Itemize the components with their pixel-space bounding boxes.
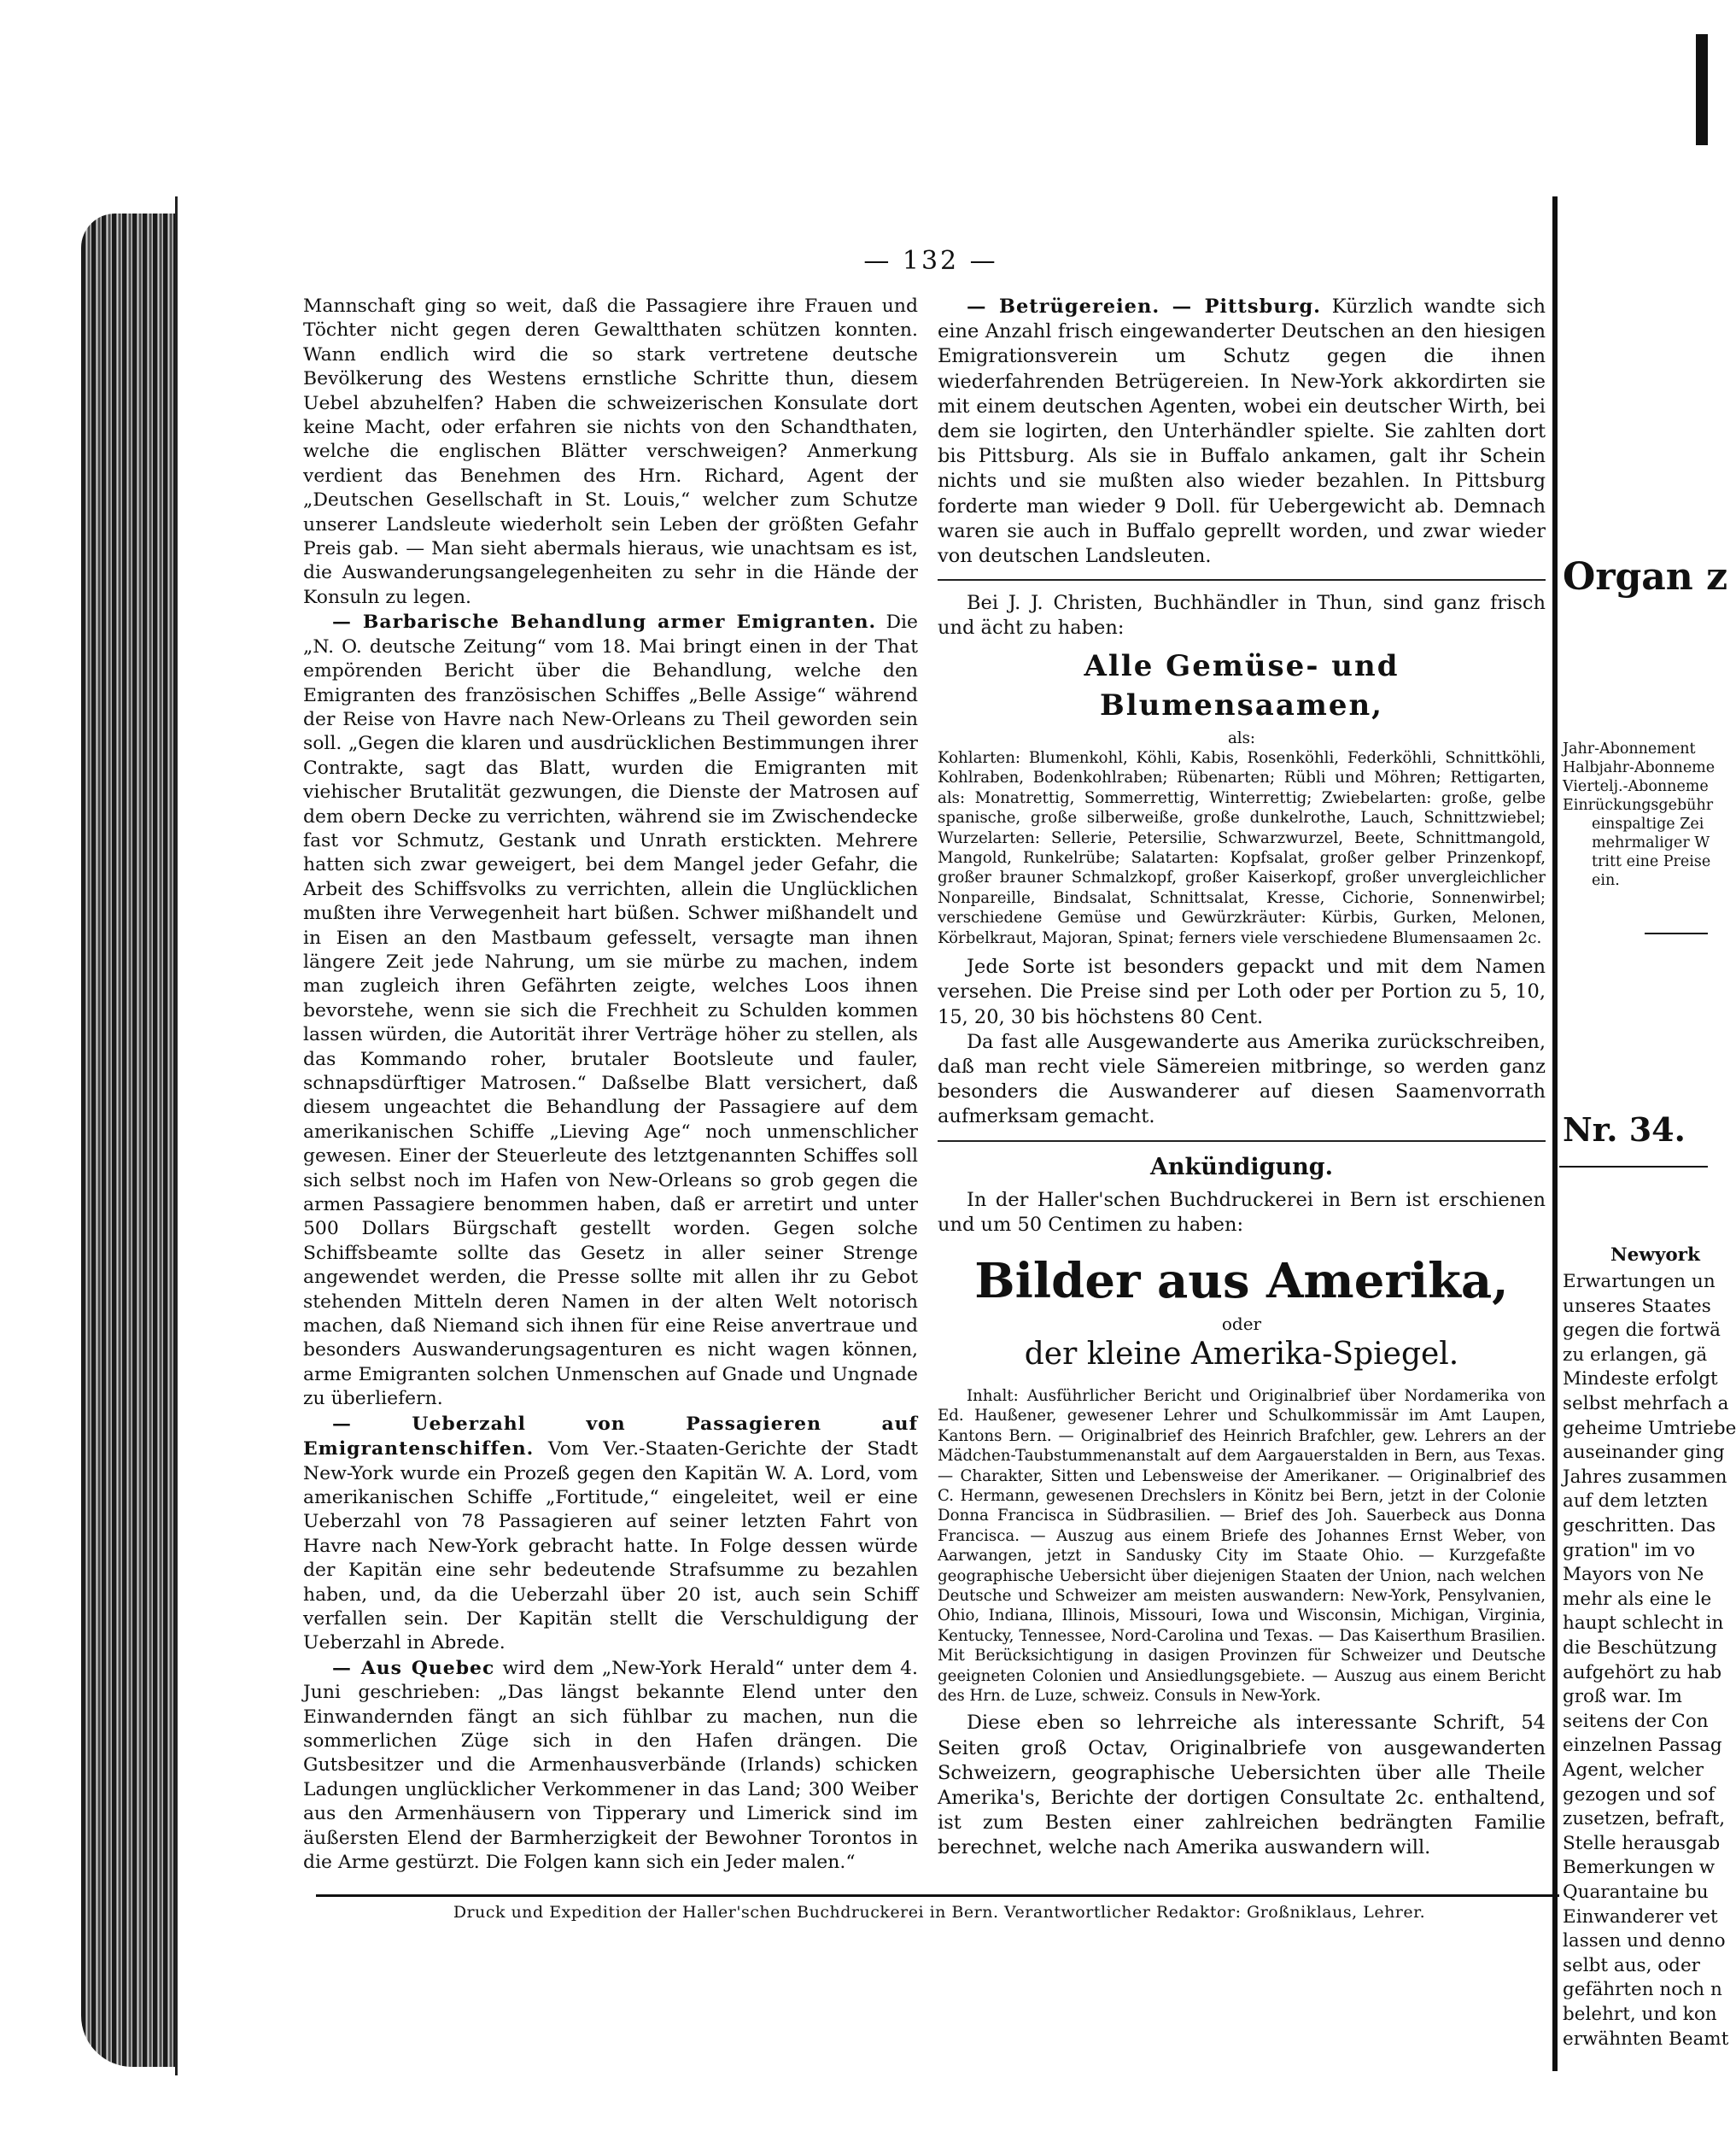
footer-rule bbox=[316, 1894, 1563, 1897]
ad-paragraph: Diese eben so lehrreiche als interessante Schrift, 54 Seiten groß Octav, Originalbriefe von ausgewanderten Schweizern, geographische Uebersichten über alle Theile Amerika's, Berichte der dortigen Consultate 2c. enthaltend, ist zum Besten einer zahlreichen bedrängten Familie berechnet, welche nach Amerika auswandern will. bbox=[938, 1712, 1546, 1859]
article-headline: — Betrügereien. — Pittsburg. bbox=[967, 296, 1322, 318]
subscription-line: ein. bbox=[1592, 872, 1620, 889]
article-headline: — Aus Quebec bbox=[332, 1656, 495, 1679]
divider bbox=[1645, 933, 1708, 934]
adjacent-article-line: geheime Umtriebe bbox=[1563, 1417, 1736, 1439]
adjacent-article-line: seitens der Con bbox=[1563, 1710, 1709, 1732]
seed-list: Kohlarten: Blumenkohl, Köhli, Kabis, Rosenköhli, Federköhli, Schnittköhli, Kohlraben, Bodenkohlraben; Rübenarten; Rübli und Möhren; Rettigarten, als: Monatrettig, Sommerrettig, Winterrettig; Zwiebelarten: große, gelbe spanische, große silberweiße, große dunkelrothe, Lauch, Schnittzwiebel; Wurzelarten: Sellerie, Petersilie, Schwarzwurzel, Beete, Schnittmangold, Mangold, Runkelrübe; Salatarten: Kopfsalat, großer gelber Prinzenkopf, großer brauner Schmalzkopf, großer Kaiserkopf, großer unvergleichlicher Nonpareille, Bindsalat, Schnittsalat, Kresse, Cichorie, Sonnenwirbel; verschiedene Gemüse und Gewürzkräuter: Kürbis, Gurken, Melonen, Körbelkraut, Majoran, Spinat; ferners viele verschiedene Blumensaamen 2c. bbox=[938, 749, 1546, 947]
adjacent-article-line: lassen und denno bbox=[1563, 1930, 1726, 1952]
article-paragraph bbox=[303, 610, 918, 1411]
article-body: wird dem „New-York Herald“ unter dem 4. Juni geschrieben: „Das längst bekannte Elend unter den Einwandernden fängt an sich fühlbar zu machen, nun die sommerlichen Züge sich in den Hafen drängen. Die Gutsbesitzer und die Armenhausverbände (Irlands) schicken Ladungen unglücklicher Verkommener in das Land; 300 Weiber aus den Armenhäusern von Tipperary und Limerick sind im äußersten Elend der Barmherzigkeit der Bewohner Torontos in die Arme gestürzt. Die Folgen kann sich ein Jeder malen.“ bbox=[303, 1657, 918, 1873]
adjacent-article-line: Mindeste erfolgt bbox=[1563, 1368, 1718, 1390]
subscription-line: mehrmaliger W bbox=[1592, 834, 1710, 852]
adjacent-article-line: einzelnen Passag bbox=[1563, 1735, 1722, 1757]
ad-als: als: bbox=[1227, 729, 1256, 747]
adjacent-page-title: Organ z bbox=[1563, 555, 1728, 599]
adjacent-article-line: Quarantaine bu bbox=[1563, 1882, 1709, 1903]
adjacent-article-line: haupt schlecht in bbox=[1563, 1612, 1724, 1635]
subscription-line: einspaltige Zei bbox=[1592, 816, 1704, 833]
book-contents: Inhalt: Ausführlicher Bericht und Originalbrief über Nordamerika von Ed. Haußener, gewesener Lehrer und Schulkommissär im Amt Laupen, Kantons Bern. — Originalbrief des Heinrich Brafchler, gew. Lehrers an der Mädchen-Taubstummenanstalt auf dem Aargauerstalden in Bern, aus Texas. — Charakter, Sitten und Lebensweise der Amerikaner. — Originalbrief des C. Hermann, gewesenen Drechslers in Könitz bei Bern, jetzt in der Colonie Donna Francisca in Südbrasilien. — Brief des Joh. Sauerbeck aus Donna Francisca. — Auszug aus einem Briefe des Johannes Ernst Weber, von Aarwangen, jetzt in Sandusky City im Staate Ohio. — Kurzgefaßte geographische Uebersicht über diejenigen Staaten der Union, nach welchen Deutsche und Schweizer am meisten auswandern: New-York, Pensylvanien, Ohio, Indiana, Illinois, Missouri, Iowa und Wisconsin, Michigan, Virginia, Kentucky, Tennessee, Nord-Carolina und Texas. — Das Kaiserthum Brasilien. Mit Berücksichtigung in dasigen Provinzen für Schweizer und Deutsche geeigneten Colonien und Ansiedlungsgebiete. — Auszug aus einem Bericht des Hrn. de Luze, schweiz. Consuls in New-York. bbox=[938, 1386, 1546, 1706]
page-gutter bbox=[1552, 196, 1558, 2071]
adjacent-article-line: gefährten noch n bbox=[1563, 1979, 1722, 2001]
divider bbox=[938, 1140, 1546, 1142]
adjacent-article-line: Bemerkungen w bbox=[1563, 1857, 1716, 1879]
article-body: Vom Ver.-Staaten-Gerichte der Stadt New-York wurde ein Prozeß gegen den Kapitän W. A. Lord, vom amerikanischen Schiffe „Fortitude,“ eingeleitet, weil er eine Ueberzahl von 78 Passagieren auf seiner letzten Fahrt von Havre nach New-York gebracht hatte. In Folge dessen würde der Kapitän eine sehr bedeutende Strafsumme zu bezahlen haben, und, da die Ueberzahl über 20 ist, auch sein Schiff verfallen sein. Der Kapitän stellt die Verschuldigung der Ueberzahl in Abrede. bbox=[303, 1438, 918, 1654]
adjacent-article-line: Mayors von Ne bbox=[1563, 1564, 1704, 1586]
subscription-line: tritt eine Preise bbox=[1592, 853, 1711, 870]
adjacent-article-line: gration" im vo bbox=[1563, 1539, 1696, 1561]
article-headline: — Ueberzahl von Passagieren auf Emigrantenschiffen. bbox=[303, 1412, 918, 1460]
adjacent-article-line: erwähnten Beamt bbox=[1563, 2028, 1729, 2050]
adjacent-article-line: Stelle herausgab bbox=[1563, 1832, 1721, 1854]
article-paragraph bbox=[303, 1412, 918, 1656]
book-title-oder: oder bbox=[1221, 1313, 1262, 1334]
adjacent-article-line: gegen die fortwä bbox=[1563, 1320, 1721, 1342]
article-paragraph bbox=[938, 295, 1546, 569]
adjacent-article-line: Erwartungen un bbox=[1563, 1271, 1716, 1292]
ad-intro: In der Haller'schen Buchdruckerei in Bern ist erschienen und um 50 Centimen zu haben: bbox=[938, 1188, 1546, 1236]
ad-paragraph: Jede Sorte ist besonders gepackt und mit dem Namen versehen. Die Preise sind per Loth oder per Portion zu 5, 10, 15, 20, 30 bis höchstens 80 Cent. bbox=[938, 956, 1546, 1028]
adjacent-article-line: zusetzen, befraft, bbox=[1563, 1808, 1726, 1830]
adjacent-article-line: auf dem letzten bbox=[1563, 1490, 1708, 1513]
adjacent-article-line: selbt aus, oder bbox=[1563, 1954, 1700, 1976]
book-subtitle: der kleine Amerika-Spiegel. bbox=[1024, 1336, 1459, 1372]
announcement-heading: Ankündigung. bbox=[1149, 1153, 1334, 1180]
adjacent-article-line: Einwanderer vet bbox=[1563, 1905, 1718, 1928]
adjacent-article-line: mehr als eine le bbox=[1563, 1588, 1712, 1610]
subscription-line: Halbjahr-Abonneme bbox=[1563, 759, 1716, 776]
adjacent-article-line: selbst mehrfach a bbox=[1563, 1393, 1729, 1414]
adjacent-article-line: aufgehört zu hab bbox=[1563, 1661, 1722, 1683]
subscription-line: Jahr-Abonnement bbox=[1563, 740, 1696, 758]
book-title: Bilder aus Amerika, bbox=[974, 1252, 1509, 1309]
article-paragraph: Mannschaft ging so weit, daß die Passagiere ihre Frauen und Töchter nicht gegen deren Gewaltthaten schützen konnten. Wann endlich wird die so stark vertretene deutsche Bevölkerung des Westens ernstliche Schritte thun, diesem Uebel abzuhelfen? Haben die schweizerischen Konsulate dort keine Macht, oder erfahren sie nichts von den Schandthaten, welche die englischen Blätter verschweigen? Anmerkung verdient das Benehmen des Hrn. Richard, Agent der „Deutschen Gesellschaft in St. Louis,“ welcher zum Schutze unserer Landsleute wiederholt sein Leben der größten Gefahr Preis gab. — Man sieht abermals hieraus, wie unachtsam es ist, die Auswanderungsangelegenheiten zu sehr in die Hände der Konsuln zu legen. bbox=[303, 296, 918, 608]
adjacent-article-line: groß war. Im bbox=[1563, 1686, 1682, 1708]
adjacent-article-line: Agent, welcher bbox=[1563, 1759, 1704, 1781]
adjacent-article-line: Jahres zusammen bbox=[1563, 1466, 1727, 1488]
article-body: Die „N. O. deutsche Zeitung“ vom 18. Mai bringt einen in der That empörenden Bericht über die Behandlung, welche den Emigranten des französischen Schiffes „Belle Assige“ während der Reise von Havre nach New-Orleans zu Theil geworden sein soll. „Gegen die klaren und ausdrücklichen Bestimmungen ihrer Contrakte, sagt das Blatt, wurden die Emigranten mit viehischer Brutalität gezwungen, die Dienste der Matrosen auf dem obern Decke zu verrichten, während sie im Zwischendecke fast vor Schmutz, Gestank und Unrath erstickten. Mehrere hatten sich zwar geweigert, bei dem Mangel jeder Gefahr, die Arbeit des Schiffsvolks zu verrichten, allein die Unglücklichen mußten ihre Verwegenheit hart büßen. Schwer mißhandelt und in Eisen an den Mastbaum gefesselt, versagte man ihnen längere Zeit jede Nahrung, um sie mürbe zu machen, indem man zugleich ihren Gefährten zeigte, welches Loos ihnen bevorstehe, wenn sie sich die Frechheit zu Schulden kommen lassen würden, die Autorität ihrer Verträge höher zu stellen, als das Kommando roher, brutaler Bootsleute und fauler, schnapsdürftiger Matrosen.“ Daßselbe Blatt versichert, daß diesem ungeachtet die Behandlung der Passagiere auf dem amerikanischen Schiffe „Lieving Age“ noch unmenschlicher gewesen. Einer der Steuerleute des letztgenannten Schiffes soll sich selbst noch im Hafen von New-Orleans so grob gegen die armen Passagiere benommen haben, daß er arretirt und unter 500 Dollars Bürgschaft gestellt worden. Gegen solche Schiffsbeamte sollte das Gesetz in aller seiner Strenge angewendet werden, die Presse sollte mit allen ihr zu Gebot stehenden Mitteln deren Namen in der alten Welt notorisch machen, daß Niemand sich ihnen für eine Reise anvertraue und besonders Auswanderungsagenturen es nicht wagen können, arme Emigranten solchen Unmenschen auf Gnade und Ungnade zu überliefern. bbox=[303, 612, 919, 1410]
article-body: Kürzlich wandte sich eine Anzahl frisch eingewanderter Deutschen an den hiesigen Emigrationsverein um Schutz gegen die ihnen wiederfahrenden Betrügereien. In New-York akkordirten sie mit einem deutschen Agenten, wobei ein deutscher Wirth, bei dem sie logirten, den Unterhändler spielte. Sie zahlten dort bis Pittsburg. Als sie in Buffalo ankamen, galt ihr Schein nichts und sie mußten also wieder bezahlen. In Pittsburg forderte man wieder 9 Doll. für Uebergewicht ab. Demnach waren sie auch in Buffalo geprellt worden, und zwar wieder von deutschen Landsleuten. bbox=[938, 296, 1546, 568]
subscription-line: Viertelj.-Abonneme bbox=[1563, 778, 1709, 795]
adjacent-article-line: zu erlangen, gä bbox=[1563, 1343, 1708, 1366]
divider bbox=[938, 579, 1546, 581]
article-headline: — Barbarische Behandlung armer Emigranten. bbox=[332, 611, 877, 634]
ad-paragraph: Da fast alle Ausgewanderte aus Amerika zurückschreiben, daß man recht viele Sämereien mitbringe, so werden ganz besonders die Auswanderer auf diesen Saamenvorrath aufmerksam gemacht. bbox=[938, 1030, 1546, 1128]
adjacent-article-line: auseinander ging bbox=[1563, 1442, 1725, 1464]
ad-title: Alle Gemüse- und Blumensaamen, bbox=[1084, 648, 1400, 723]
subscription-line: Einrückungsgebühr bbox=[1563, 797, 1714, 814]
imprint-footer: Druck und Expedition der Haller'schen Buchdruckerei in Bern. Verantwortlicher Redaktor: Großniklaus, Lehrer. bbox=[453, 1903, 1426, 1922]
article-headline: Newyork bbox=[1610, 1244, 1700, 1266]
ad-intro: Bei J. J. Christen, Buchhändler in Thun, sind ganz frisch und ächt zu haben: bbox=[938, 592, 1546, 640]
adjacent-article-line: belehrt, und kon bbox=[1563, 2004, 1717, 2025]
page-number: — 132 — bbox=[863, 246, 998, 276]
left-column bbox=[303, 295, 918, 1875]
adjacent-article-line: gezogen und sof bbox=[1563, 1783, 1716, 1806]
scan-edge-mark bbox=[1696, 34, 1708, 145]
adjacent-article-line: die Beschützung bbox=[1563, 1637, 1717, 1659]
adjacent-page bbox=[1559, 196, 1736, 2075]
divider bbox=[1559, 1166, 1708, 1168]
adjacent-article-line: geschritten. Das bbox=[1563, 1515, 1716, 1536]
issue-number: Nr. 34. bbox=[1563, 1110, 1686, 1149]
article-paragraph bbox=[303, 1656, 918, 1876]
adjacent-article-line: unseres Staates bbox=[1563, 1295, 1711, 1317]
right-column bbox=[938, 295, 1546, 1861]
